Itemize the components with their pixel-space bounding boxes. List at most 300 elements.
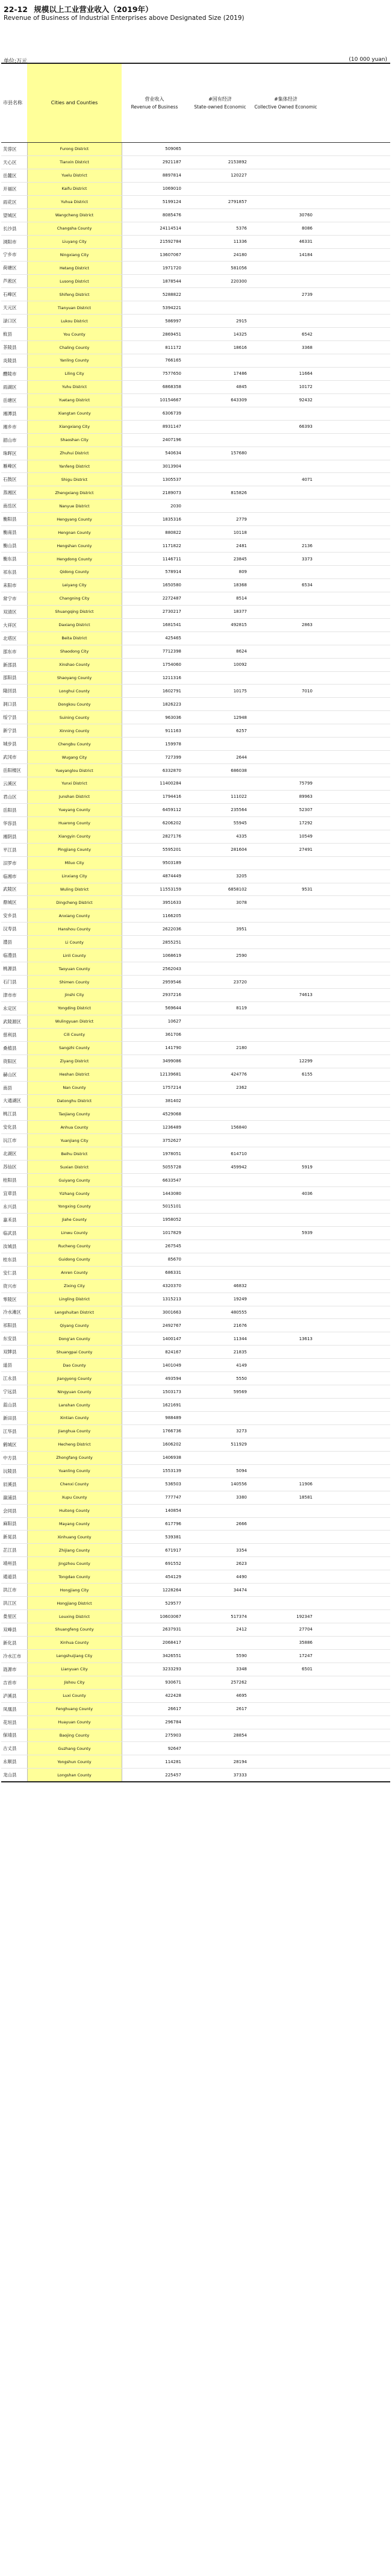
cell-state-owned	[187, 1015, 253, 1028]
cell-state-owned	[187, 500, 253, 513]
cell-collective: 18581	[253, 1491, 319, 1504]
cell-region-zh: 永顺县	[1, 1755, 27, 1769]
cell-region-en: Anxiang County	[27, 909, 122, 923]
cell-region-zh: 宁乡市	[1, 248, 27, 262]
cell-region-zh: 南岳区	[1, 500, 27, 513]
cell-spacer	[319, 500, 390, 513]
cell-revenue: 425465	[122, 631, 187, 645]
cell-state-owned	[187, 1742, 253, 1755]
cell-spacer	[319, 1161, 390, 1174]
table-row	[1, 711, 390, 724]
table-row	[1, 262, 390, 275]
cell-region-en: Shigu District	[27, 473, 122, 486]
cell-spacer	[319, 1399, 390, 1412]
cell-state-owned: 3354	[187, 1544, 253, 1557]
table-row	[1, 315, 390, 328]
cell-region-zh: 麻阳县	[1, 1517, 27, 1531]
table-row	[1, 1742, 390, 1755]
cell-collective	[253, 1266, 319, 1279]
cell-state-owned: 8624	[187, 645, 253, 658]
cell-spacer	[319, 592, 390, 605]
cell-revenue: 5015101	[122, 1200, 187, 1214]
cell-region-en: Hecheng District	[27, 1438, 122, 1451]
cell-region-en: Wangcheng District	[27, 208, 122, 222]
cell-spacer	[319, 1531, 390, 1544]
table-row	[1, 1200, 390, 1214]
cell-spacer	[319, 1028, 390, 1041]
cell-region-en: Yongding District	[27, 1001, 122, 1015]
table-row	[1, 1253, 390, 1266]
cell-collective	[253, 1134, 319, 1147]
cell-collective	[253, 1676, 319, 1689]
cell-collective	[253, 1584, 319, 1597]
cell-region-en: Changning City	[27, 592, 122, 605]
cell-revenue: 1017829	[122, 1226, 187, 1239]
cell-spacer	[319, 539, 390, 553]
cell-region-zh: 洞口县	[1, 698, 27, 711]
cell-collective: 6501	[253, 1662, 319, 1676]
table-row	[1, 1412, 390, 1425]
cell-region-zh: 桑植县	[1, 1041, 27, 1055]
cell-state-owned	[187, 962, 253, 976]
cell-spacer	[319, 671, 390, 685]
cell-revenue: 10627	[122, 1015, 187, 1028]
cell-revenue: 159978	[122, 738, 187, 751]
cell-region-en: Lengshuitan District	[27, 1306, 122, 1319]
cell-spacer	[319, 1332, 390, 1346]
cell-revenue: 1228264	[122, 1584, 187, 1597]
cell-spacer	[319, 460, 390, 473]
cell-state-owned	[187, 1174, 253, 1187]
cell-spacer	[319, 870, 390, 883]
table-row	[1, 1226, 390, 1239]
cell-region-en: Hengdong County	[27, 553, 122, 566]
cell-collective	[253, 301, 319, 315]
cell-state-owned	[187, 473, 253, 486]
table-title	[4, 4, 157, 14]
cell-collective: 11664	[253, 367, 319, 380]
cell-collective: 14184	[253, 248, 319, 262]
cell-collective	[253, 711, 319, 724]
cell-collective	[253, 909, 319, 923]
cell-spacer	[319, 473, 390, 486]
cell-revenue: 1305537	[122, 473, 187, 486]
cell-revenue: 6868358	[122, 380, 187, 393]
cell-revenue: 2855251	[122, 936, 187, 949]
cell-region-en: Chenxi County	[27, 1478, 122, 1491]
header-revenue-en: Revenue of Business	[131, 104, 178, 110]
cell-revenue: 275903	[122, 1729, 187, 1742]
table-row	[1, 486, 390, 500]
cell-revenue: 381402	[122, 1094, 187, 1108]
table-row	[1, 738, 390, 751]
cell-revenue: 1068619	[122, 949, 187, 962]
cell-revenue: 2637931	[122, 1623, 187, 1637]
cell-state-owned: 8119	[187, 1001, 253, 1015]
cell-revenue: 4874449	[122, 870, 187, 883]
cell-region-zh: 邵阳县	[1, 671, 27, 685]
cell-region-zh: 浏阳市	[1, 235, 27, 248]
table-row	[1, 989, 390, 1002]
cell-spacer	[319, 1279, 390, 1293]
cell-state-owned: 23845	[187, 553, 253, 566]
table-row	[1, 393, 390, 407]
cell-revenue: 578914	[122, 566, 187, 579]
cell-region-en: Jiahe County	[27, 1213, 122, 1226]
cell-region-zh: 岳麓区	[1, 169, 27, 182]
cell-state-owned: 3205	[187, 870, 253, 883]
cell-spacer	[319, 420, 390, 433]
cell-region-en: Daxiang District	[27, 618, 122, 631]
cell-spacer	[319, 1636, 390, 1649]
cell-collective	[253, 1094, 319, 1108]
cell-collective	[253, 1424, 319, 1438]
cell-region-en: Anhua County	[27, 1121, 122, 1134]
cell-region-en: Linli County	[27, 949, 122, 962]
cell-spacer	[319, 301, 390, 315]
cell-region-en: Suining County	[27, 711, 122, 724]
cell-spacer	[319, 208, 390, 222]
cell-region-zh: 溆浦县	[1, 1491, 27, 1504]
table-row	[1, 685, 390, 698]
cell-revenue: 1503173	[122, 1385, 187, 1399]
cell-state-owned: 257262	[187, 1676, 253, 1689]
cell-spacer	[319, 645, 390, 658]
cell-collective	[253, 1399, 319, 1412]
cell-region-en: Guzhang County	[27, 1742, 122, 1755]
cell-spacer	[319, 962, 390, 976]
cell-region-zh: 芷江县	[1, 1544, 27, 1557]
cell-region-zh: 永定区	[1, 1001, 27, 1015]
cell-region-en: Louxing District	[27, 1610, 122, 1623]
header-revenue-zh: 营业收入	[145, 96, 164, 102]
cell-collective: 11906	[253, 1478, 319, 1491]
cell-state-owned	[187, 1451, 253, 1464]
cell-region-zh: 宜章县	[1, 1187, 27, 1200]
cell-region-zh: 雨花区	[1, 195, 27, 208]
cell-region-en: Longshan County	[27, 1769, 122, 1782]
cell-spacer	[319, 1584, 390, 1597]
table-row	[1, 1094, 390, 1108]
cell-state-owned: 2180	[187, 1041, 253, 1055]
cell-state-owned: 23720	[187, 976, 253, 989]
cell-revenue: 361706	[122, 1028, 187, 1041]
table-row	[1, 1108, 390, 1121]
cell-region-zh: 桂阳县	[1, 1174, 27, 1187]
cell-state-owned: 21835	[187, 1346, 253, 1359]
cell-region-zh: 云溪区	[1, 777, 27, 791]
header-collective-zh: #集体经济	[274, 96, 297, 102]
cell-state-owned: 2644	[187, 751, 253, 764]
cell-revenue: 2068417	[122, 1636, 187, 1649]
cell-state-owned: 55945	[187, 816, 253, 830]
cell-spacer	[319, 447, 390, 460]
cell-state-owned	[187, 1504, 253, 1517]
cell-revenue: 5394221	[122, 301, 187, 315]
cell-region-en: Jiangyong County	[27, 1372, 122, 1385]
cell-region-en: Liling City	[27, 367, 122, 380]
cell-state-owned: 46832	[187, 1279, 253, 1293]
cell-spacer	[319, 1424, 390, 1438]
cell-collective	[253, 764, 319, 777]
cell-region-zh: 北塔区	[1, 631, 27, 645]
table-title-zh: 规模以上工业营业收入（2019年）	[34, 5, 153, 14]
cell-revenue: 2921187	[122, 155, 187, 169]
unit-label-en: (10 000 yuan)	[349, 57, 387, 63]
cell-state-owned: 2362	[187, 1081, 253, 1094]
cell-region-zh: 祁阳县	[1, 1319, 27, 1332]
cell-collective	[253, 500, 319, 513]
cell-state-owned	[187, 856, 253, 870]
cell-revenue: 3499086	[122, 1055, 187, 1068]
table-row	[1, 803, 390, 816]
cell-region-en: Yuetang District	[27, 393, 122, 407]
cell-collective: 46331	[253, 235, 319, 248]
cell-region-en: Fenghuang County	[27, 1702, 122, 1716]
cell-collective	[253, 1531, 319, 1544]
cell-region-zh: 临武县	[1, 1226, 27, 1239]
cell-revenue: 1211316	[122, 671, 187, 685]
cell-spacer	[319, 1610, 390, 1623]
table-row	[1, 618, 390, 631]
table-row	[1, 539, 390, 553]
cell-region-en: Leiyang City	[27, 578, 122, 592]
cell-spacer	[319, 315, 390, 328]
cell-spacer	[319, 949, 390, 962]
cell-collective	[253, 856, 319, 870]
cell-region-zh: 大祥区	[1, 618, 27, 631]
cell-revenue: 930671	[122, 1676, 187, 1689]
cell-region-zh: 宁远县	[1, 1385, 27, 1399]
cell-region-zh: 道县	[1, 1359, 27, 1372]
cell-state-owned	[187, 1200, 253, 1214]
cell-region-en: Baojing County	[27, 1729, 122, 1742]
cell-spacer	[319, 856, 390, 870]
cell-state-owned: 28854	[187, 1729, 253, 1742]
cell-spacer	[319, 1544, 390, 1557]
table-row	[1, 1769, 390, 1782]
cell-region-zh: 会同县	[1, 1504, 27, 1517]
cell-collective	[253, 1769, 319, 1782]
cell-spacer	[319, 698, 390, 711]
cell-spacer	[319, 1702, 390, 1716]
cell-spacer	[319, 843, 390, 856]
cell-region-zh: 中方县	[1, 1451, 27, 1464]
cell-spacer	[319, 288, 390, 301]
cell-state-owned: 4490	[187, 1570, 253, 1584]
cell-region-zh: 桃江县	[1, 1108, 27, 1121]
cell-state-owned: 21676	[187, 1319, 253, 1332]
cell-region-zh: 嘉禾县	[1, 1213, 27, 1226]
cell-revenue: 3013904	[122, 460, 187, 473]
table-row	[1, 1597, 390, 1610]
table-row	[1, 1676, 390, 1689]
cell-spacer	[319, 1068, 390, 1081]
cell-spacer	[319, 367, 390, 380]
cell-revenue: 11553159	[122, 883, 187, 896]
cell-state-owned	[187, 182, 253, 195]
table-row	[1, 275, 390, 288]
cell-state-owned: 14325	[187, 328, 253, 341]
cell-collective	[253, 1597, 319, 1610]
cell-spacer	[319, 155, 390, 169]
table-number: 22-12	[4, 5, 28, 14]
cell-collective	[253, 526, 319, 539]
cell-spacer	[319, 1755, 390, 1769]
table-row	[1, 1464, 390, 1478]
cell-collective	[253, 1346, 319, 1359]
cell-region-en: Yongshun County	[27, 1755, 122, 1769]
cell-state-owned: 2590	[187, 949, 253, 962]
cell-spacer	[319, 380, 390, 393]
table-row	[1, 1438, 390, 1451]
cell-spacer	[319, 830, 390, 843]
header-state-en: State-owned Economic	[194, 104, 246, 110]
cell-region-zh: 君山区	[1, 790, 27, 803]
cell-revenue: 1958052	[122, 1213, 187, 1226]
cell-collective	[253, 1174, 319, 1187]
cell-region-zh: 岳阳县	[1, 803, 27, 816]
cell-spacer	[319, 1015, 390, 1028]
cell-region-zh: 岳塘区	[1, 393, 27, 407]
cell-region-zh: 冷水滩区	[1, 1306, 27, 1319]
cell-state-owned	[187, 407, 253, 420]
table-row	[1, 909, 390, 923]
cell-spacer	[319, 711, 390, 724]
cell-region-zh: 资兴市	[1, 1279, 27, 1293]
table-row	[1, 1584, 390, 1597]
cell-region-zh: 渌口区	[1, 315, 27, 328]
cell-region-zh: 通道县	[1, 1570, 27, 1584]
cell-region-en: Yuhua District	[27, 195, 122, 208]
cell-spacer	[319, 1716, 390, 1729]
cell-spacer	[319, 1769, 390, 1782]
table-row	[1, 407, 390, 420]
cell-region-en: Yanling County	[27, 354, 122, 368]
cell-collective: 192347	[253, 1610, 319, 1623]
table-row	[1, 1729, 390, 1742]
cell-region-en: Furong District	[27, 143, 122, 156]
cell-region-en: Longhui County	[27, 685, 122, 698]
table-row	[1, 1239, 390, 1253]
cell-region-en: Datonghu District	[27, 1094, 122, 1108]
cell-region-en: Zhijiang County	[27, 1544, 122, 1557]
cell-revenue: 1835316	[122, 513, 187, 526]
cell-revenue: 1757214	[122, 1081, 187, 1094]
cell-collective: 30760	[253, 208, 319, 222]
cell-region-zh: 津市市	[1, 989, 27, 1002]
table-row	[1, 764, 390, 777]
cell-spacer	[319, 1200, 390, 1214]
cell-collective	[253, 1544, 319, 1557]
cell-region-zh: 双峰县	[1, 1623, 27, 1637]
cell-revenue: 85670	[122, 1253, 187, 1266]
table-row	[1, 1716, 390, 1729]
cell-region-en: Xinhuang County	[27, 1531, 122, 1544]
cell-collective	[253, 949, 319, 962]
cell-region-zh: 衡东县	[1, 553, 27, 566]
table-row	[1, 1121, 390, 1134]
cell-spacer	[319, 909, 390, 923]
cell-state-owned: 2623	[187, 1557, 253, 1570]
cell-spacer	[319, 354, 390, 368]
cell-revenue: 8931147	[122, 420, 187, 433]
cell-collective	[253, 262, 319, 275]
cell-spacer	[319, 1346, 390, 1359]
cell-spacer	[319, 1438, 390, 1451]
cell-region-zh: 醴陵市	[1, 367, 27, 380]
cell-spacer	[319, 1742, 390, 1755]
cell-spacer	[319, 1557, 390, 1570]
cell-region-en: Nan County	[27, 1081, 122, 1094]
cell-collective	[253, 275, 319, 288]
cell-revenue: 529577	[122, 1597, 187, 1610]
cell-region-zh: 雨湖区	[1, 380, 27, 393]
cell-spacer	[319, 513, 390, 526]
cell-region-en: Shuangfeng County	[27, 1623, 122, 1637]
cell-spacer	[319, 803, 390, 816]
cell-region-zh: 湘阴县	[1, 830, 27, 843]
cell-spacer	[319, 1134, 390, 1147]
cell-collective	[253, 1504, 319, 1517]
cell-region-zh: 吉首市	[1, 1676, 27, 1689]
cell-state-owned: 2481	[187, 539, 253, 553]
cell-region-en: Lanshan County	[27, 1399, 122, 1412]
table-row	[1, 1399, 390, 1412]
cell-region-zh: 石门县	[1, 976, 27, 989]
table-row	[1, 671, 390, 685]
cell-revenue: 811172	[122, 341, 187, 354]
cell-spacer	[319, 1174, 390, 1187]
cell-revenue: 617796	[122, 1517, 187, 1531]
table-row	[1, 341, 390, 354]
cell-region-en: Yuanling County	[27, 1464, 122, 1478]
cell-collective	[253, 1239, 319, 1253]
cell-state-owned: 37333	[187, 1769, 253, 1782]
cell-collective	[253, 1147, 319, 1161]
table-row	[1, 1649, 390, 1662]
cell-spacer	[319, 143, 390, 156]
cell-region-zh: 隆回县	[1, 685, 27, 698]
table-row	[1, 592, 390, 605]
cell-spacer	[319, 1041, 390, 1055]
cell-revenue: 10603067	[122, 1610, 187, 1623]
cell-revenue: 1400147	[122, 1332, 187, 1346]
cell-state-owned: 5590	[187, 1649, 253, 1662]
cell-region-en: Zhongfang County	[27, 1451, 122, 1464]
cell-region-en: Xiangyin County	[27, 830, 122, 843]
cell-state-owned	[187, 1134, 253, 1147]
cell-region-zh: 新化县	[1, 1636, 27, 1649]
table-row	[1, 1001, 390, 1015]
cell-region-en: Tongdao County	[27, 1570, 122, 1584]
cell-region-zh: 鼎城区	[1, 896, 27, 909]
header-state	[187, 64, 253, 143]
cell-revenue: 5055728	[122, 1161, 187, 1174]
cell-state-owned: 492815	[187, 618, 253, 631]
table-row	[1, 870, 390, 883]
cell-state-owned: 10175	[187, 685, 253, 698]
cell-collective	[253, 447, 319, 460]
cell-region-en: Guiyang County	[27, 1174, 122, 1187]
cell-revenue: 267545	[122, 1239, 187, 1253]
cell-revenue: 536503	[122, 1478, 187, 1491]
table-row	[1, 1081, 390, 1094]
cell-state-owned: 235564	[187, 803, 253, 816]
table-row	[1, 976, 390, 989]
cell-state-owned: 6858102	[187, 883, 253, 896]
cell-collective	[253, 1729, 319, 1742]
